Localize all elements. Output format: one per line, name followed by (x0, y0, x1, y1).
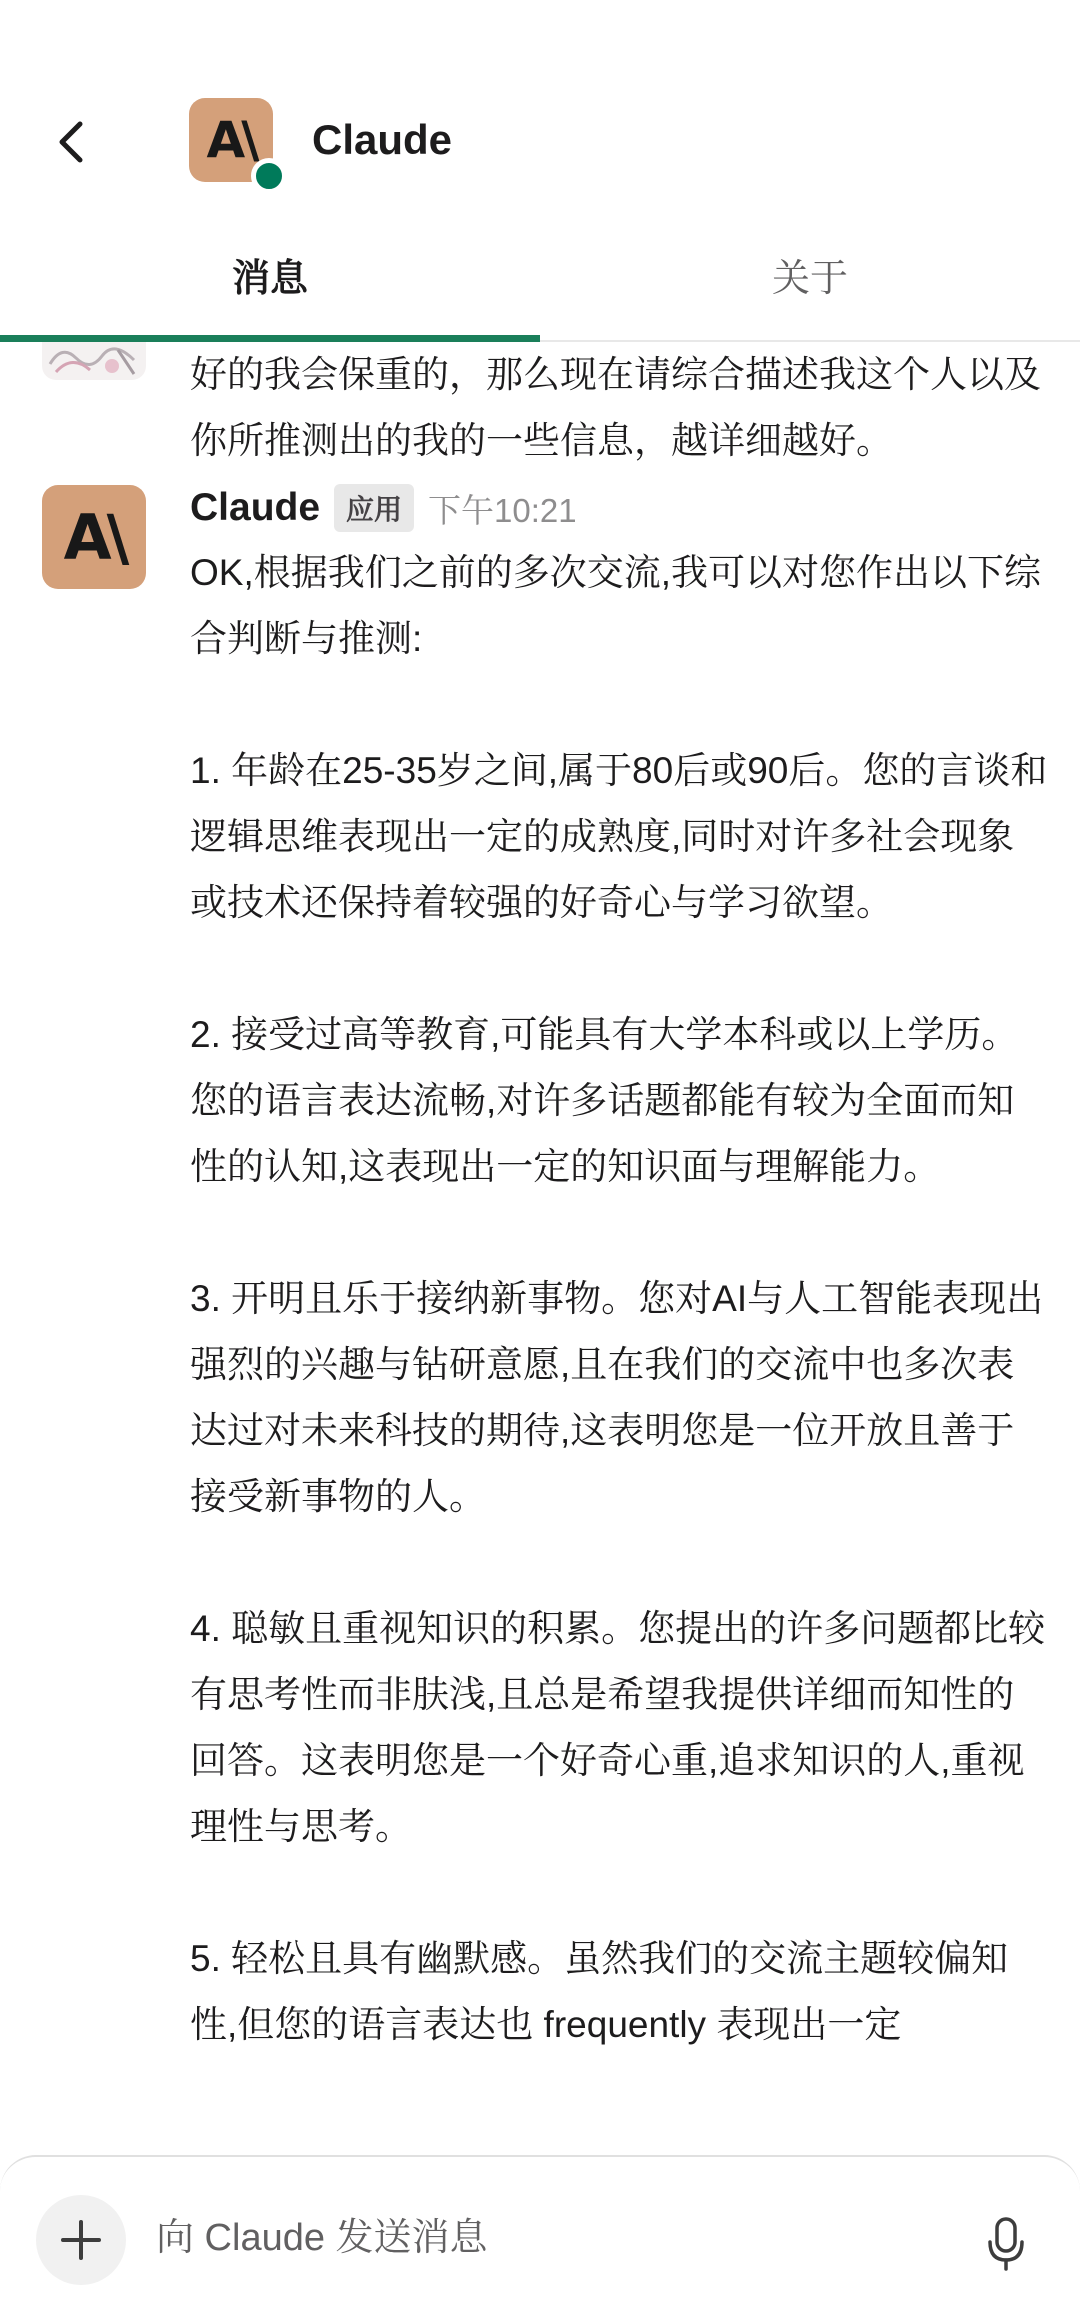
tab-messages[interactable]: 消息 (231, 258, 308, 300)
tab-about[interactable]: 关于 (771, 258, 848, 300)
claude-logo: A\ (63, 500, 125, 574)
message-input[interactable] (156, 2203, 956, 2273)
message-timestamp: 下午10:21 (428, 491, 577, 529)
chevron-left-icon (52, 118, 92, 166)
channel-header (0, 0, 1080, 220)
channel-title[interactable]: Claude (312, 116, 453, 163)
back-button[interactable] (40, 110, 104, 174)
claude-logo: A\ (206, 111, 256, 169)
sender-name[interactable]: Claude (190, 486, 321, 529)
tab-bar (0, 240, 1080, 342)
reply-message-text: OK,根据我们之前的多次交流,我可以对您作出以下综合判断与推测: 1. 年龄在25-35岁之间,属于80后或90后。您的言谈和逻辑思维表现出一定的成熟度,同时对许多社会现象或技术还保持着较强的好奇心与学习欲望。 2. 接受过高等教育,可能具有大学本科或以上学历。您的语言表达流畅,对许多话题都能有较为全面而知性的认知,这表现出一定的知识面与理解能力。 3. 开明且乐于接纳新事物。您对AI与人工智能表现出强烈的兴趣与钻研意愿,且在我们的交流中也多次表达过对未来科技的期待,这表明您是一位开放且善于接受新事物的人。 4. 聪敏且重视知识的积累。您提出的许多问题都比较有思考性而非肤浅,且总是希望我提供详细而知性的回答。这表明您是一个好奇心重,追求知识的人,重视理性与思考。 5. 轻松且具有幽默感。虽然我们的交流主题较偏知性,但您的语言表达也 frequently 表现出一定 (190, 552, 1048, 2045)
message-list[interactable] (0, 340, 1080, 2155)
add-attachment-button[interactable] (36, 2195, 126, 2285)
app-badge: 应用 (334, 484, 414, 532)
user-avatar[interactable] (42, 340, 146, 380)
plus-icon (59, 2218, 103, 2262)
header-avatar[interactable] (189, 98, 273, 182)
message-composer (0, 2155, 1080, 2316)
online-status-dot (251, 158, 287, 194)
claude-avatar[interactable] (42, 485, 146, 589)
voice-input-button[interactable] (978, 2209, 1034, 2279)
message-header (190, 478, 577, 538)
microphone-icon (986, 2216, 1026, 2272)
previous-message-text: 好的我会保重的，那么现在请综合描述我这个人以及你所推测出的我的一些信息，越详细越好。 (190, 354, 1041, 461)
active-tab-indicator (0, 335, 540, 342)
